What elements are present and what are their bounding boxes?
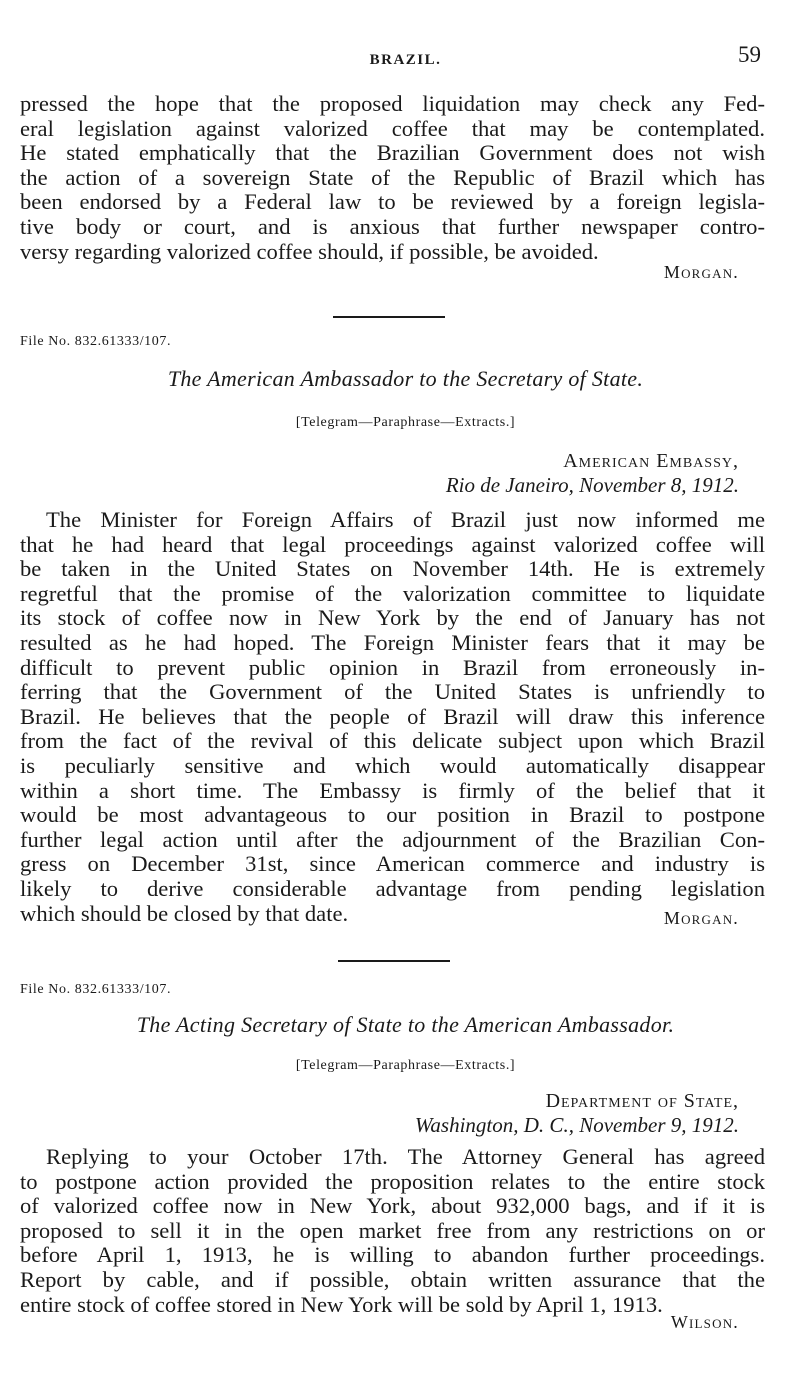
text-line: ferring that the Government of the United States is unfriendly to	[20, 679, 765, 705]
text-line: difficult to prevent public opinion in Brazil from erroneously in-	[20, 654, 765, 680]
text-line: Replying to your October 17th. The Attorney General has agreed	[46, 1144, 765, 1169]
text-line: be taken in the United States on November 14th. He is extremely	[20, 556, 765, 582]
text-line: the action of a sovereign State of the Republic of Brazil which has	[20, 164, 765, 190]
text-line: The Minister for Foreign Affairs of Brazil just now informed me	[46, 507, 765, 532]
text-line: been endorsed by a Federal law to be reviewed by a foreign legisla-	[20, 189, 765, 215]
text-line: He stated emphatically that the Brazilian Government does not wish	[20, 140, 765, 166]
dateline-location: Washington, D. C., November 9, 1912.	[414, 1113, 739, 1137]
dateline-org: Department of State,	[545, 1090, 739, 1112]
dateline-org: American Embassy,	[563, 450, 739, 472]
text-line: Report by cable, and if possible, obtain written assurance that the	[20, 1266, 765, 1292]
file-number: File No. 832.61333/107.	[20, 334, 172, 349]
text-line: would be most advantageous to our position in Brazil to postpone	[20, 802, 765, 828]
section-divider	[333, 316, 445, 318]
text-line: eral legislation against valorized coffee that may be contemplated.	[20, 115, 765, 141]
document-heading: The American Ambassador to the Secretary of State.	[167, 366, 644, 391]
text-line: further legal action until after the adjournment of the Brazilian Con-	[20, 826, 765, 852]
text-line: of valorized coffee now in New York, about 932,000 bags, and if it is	[20, 1193, 765, 1219]
text-line: from the fact of the revival of this delicate subject upon which Brazil	[20, 728, 765, 754]
signature-morgan-1: Morgan.	[663, 262, 739, 282]
running-title: BRAZIL.	[369, 52, 442, 68]
text-line: which should be closed by that date.	[20, 900, 349, 926]
paragraph-continuation	[20, 92, 765, 264]
text-line: tive body or court, and is anxious that further newspaper contro-	[20, 213, 765, 239]
text-line: within a short time. The Embassy is firmly of the belief that it	[20, 777, 765, 803]
telegram-note: [Telegram—Paraphrase—Extracts.]	[295, 415, 516, 430]
text-line: resulted as he had hoped. The Foreign Minister fears that it may be	[20, 629, 765, 655]
text-line: likely to derive considerable advantage from pending legislation	[20, 875, 765, 901]
text-line: pressed the hope that the proposed liquidation may check any Fed-	[20, 91, 765, 116]
telegram-body	[20, 1145, 765, 1317]
text-line: Brazil. He believes that the people of Brazil will draw this inference	[20, 703, 765, 729]
signature-morgan-2: Morgan.	[663, 908, 739, 928]
text-line: is peculiarly sensitive and which would automatically disappear	[20, 752, 765, 778]
section-divider	[338, 960, 450, 962]
text-line: its stock of coffee now in New York by the end of January has not	[20, 605, 765, 631]
text-line: gress on December 31st, since American commerce and industry is	[20, 851, 765, 877]
signature-wilson: Wilson.	[670, 1312, 739, 1332]
text-line: entire stock of coffee stored in New York will be sold by April 1, 1913.	[20, 1291, 663, 1317]
file-number: File No. 832.61333/107.	[20, 982, 172, 997]
text-line: regretful that the promise of the valorization committee to liquidate	[20, 580, 765, 606]
text-line: to postpone action provided the proposition relates to the entire stock	[20, 1168, 765, 1194]
telegram-body	[20, 508, 765, 926]
dateline-location: Rio de Janeiro, November 8, 1912.	[445, 473, 739, 497]
text-line: before April 1, 1913, he is willing to abandon further proceedings.	[20, 1242, 765, 1268]
document-heading: The Acting Secretary of State to the American Ambassador.	[136, 1012, 675, 1037]
text-line: versy regarding valorized coffee should, if possible, be avoided.	[20, 238, 599, 264]
telegram-note: [Telegram—Paraphrase—Extracts.]	[295, 1058, 516, 1073]
text-line: proposed to sell it in the open market free from any restrictions on or	[20, 1217, 765, 1243]
dateline	[446, 450, 739, 498]
dateline	[415, 1090, 739, 1138]
page-number: 59	[738, 42, 761, 67]
text-line: that he had heard that legal proceedings against valorized coffee will	[20, 531, 765, 557]
